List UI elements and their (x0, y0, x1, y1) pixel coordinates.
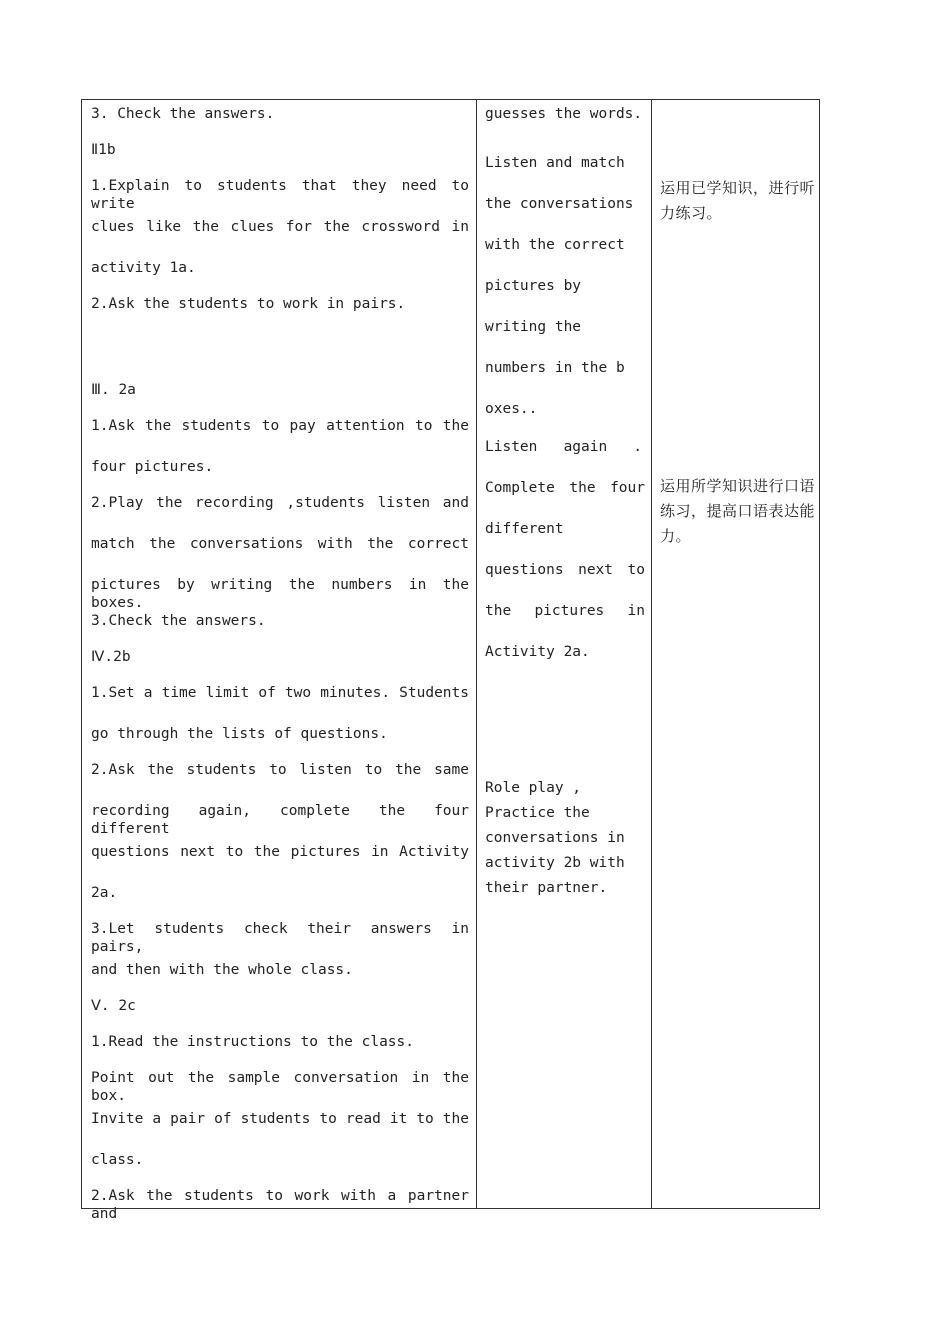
text-line: 3.Check the answers. (91, 613, 266, 629)
text-line: pictures by writing the numbers in the boxes. (91, 577, 469, 611)
section-heading: Ⅲ. 2a (91, 382, 136, 398)
text-line: Listen and match (485, 155, 625, 171)
text-line: Listen again . (485, 439, 643, 455)
teacher-activity-column (91, 100, 469, 1222)
text-line: oxes.. (485, 401, 538, 417)
text-line: 1.Read the instructions to the class. (91, 1034, 415, 1050)
design-note: 运用所学知识进行口语练习，提高口语表达能力。 (660, 477, 816, 545)
text-line: clues like the clues for the crossword in (91, 219, 469, 235)
design-intent-column (660, 100, 816, 1208)
text-line: 2.Ask the students to listen to the same (91, 762, 469, 778)
text-line: activity 2b with (485, 855, 625, 871)
text-line: questions next to (485, 562, 645, 578)
text-line: pictures by (485, 278, 582, 294)
text-line: 2a. (91, 885, 118, 901)
text-line: match the conversations with the correct (91, 536, 469, 552)
text-line: 2.Ask the students to work in pairs. (91, 296, 406, 312)
design-note: 运用已学知识，进行听力练习。 (660, 179, 816, 222)
text-line: Point out the sample conversation in the box. (91, 1070, 469, 1104)
text-line: activity 1a. (91, 260, 196, 276)
text-line: and then with the whole class. (91, 962, 353, 978)
column-divider-2 (651, 100, 652, 1208)
text-line: Activity 2a. (485, 644, 590, 660)
text-line: Practice the (485, 805, 590, 821)
text-line: go through the lists of questions. (91, 726, 388, 742)
text-line: 1.Ask the students to pay attention to the (91, 418, 469, 434)
text-line: writing the (485, 319, 582, 335)
text-line: 1.Explain to students that they need to write (91, 178, 469, 212)
lesson-plan-table (81, 99, 820, 1222)
text-line: four pictures. (91, 459, 214, 475)
text-line: 2.Ask the students to work with a partner and (91, 1188, 469, 1222)
text-line: 3. Check the answers. (91, 106, 275, 122)
text-line: the conversations (485, 196, 634, 212)
text-line: recording again, complete the four different (91, 803, 469, 837)
text-line: Role play , (485, 780, 582, 796)
student-activity-column (485, 100, 645, 1208)
text-line: class. (91, 1152, 144, 1168)
text-line: questions next to the pictures in Activity (91, 844, 469, 860)
text-line: the pictures in (485, 603, 645, 619)
text-line: 2.Play the recording ,students listen and (91, 495, 469, 511)
text-line: Invite a pair of students to read it to the (91, 1111, 469, 1127)
text-line: guesses the words. (485, 106, 643, 122)
text-line: numbers in the b (485, 360, 625, 376)
text-line: Complete the four (485, 480, 645, 496)
text-line: 1.Set a time limit of two minutes. Students (91, 685, 469, 701)
text-line: conversations in (485, 830, 625, 846)
section-heading: Ⅱ1b (91, 142, 116, 158)
text-line: with the correct (485, 237, 625, 253)
text-line: their partner. (485, 880, 608, 896)
column-divider-1 (476, 100, 477, 1208)
section-heading: Ⅴ. 2c (91, 998, 136, 1014)
text-line: 3.Let students check their answers in pairs, (91, 921, 469, 955)
section-heading: Ⅳ.2b (91, 649, 131, 665)
text-line: different (485, 521, 564, 537)
